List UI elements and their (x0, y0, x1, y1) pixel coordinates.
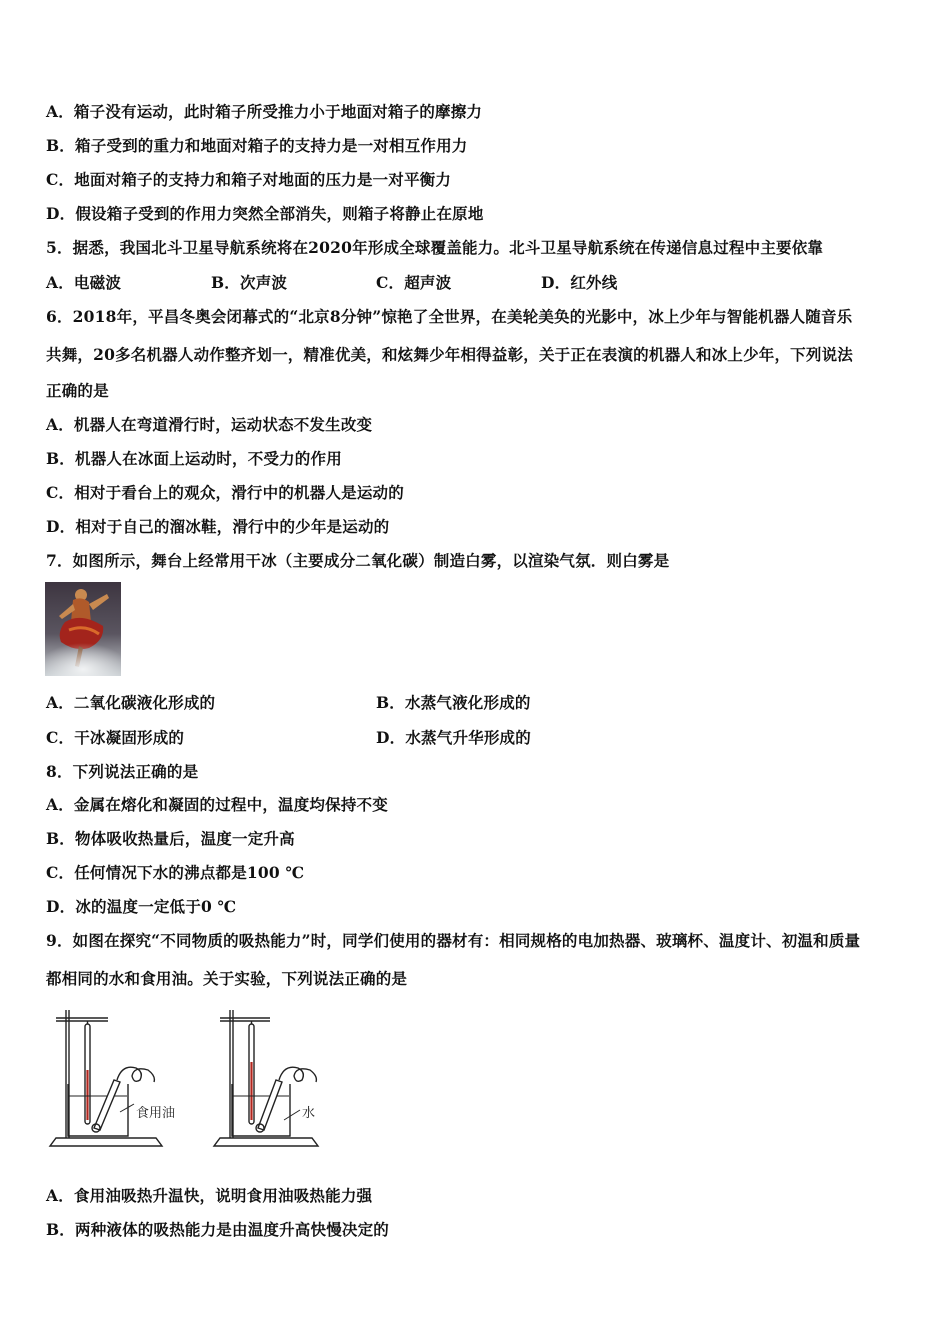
q6-option-d: D．相对于自己的溜冰鞋，滑行中的少年是运动的 (46, 517, 390, 536)
oil-heating-apparatus (44, 1000, 194, 1156)
q6-option-a: A．机器人在弯道滑行时，运动状态不发生改变 (46, 415, 373, 434)
q8-option-a: A．金属在熔化和凝固的过程中，温度均保持不变 (46, 795, 388, 814)
oil-label: 食用油 (136, 1106, 176, 1121)
q6-stem-line-2: 共舞，20多名机器人动作整齐划一，精准优美，和炫舞少年相得益彰，关于正在表演的机器人和冰上少年，下列说法 (46, 345, 853, 364)
q8-option-d: D．冰的温度一定低于0 ℃ (46, 897, 237, 916)
q9-option-b: B．两种液体的吸热能力是由温度升高快慢决定的 (46, 1220, 390, 1239)
water-heating-apparatus (208, 1000, 338, 1156)
q7-option-d: D．水蒸气升华形成的 (376, 728, 531, 747)
q4-option-d: D．假设箱子受到的作用力突然全部消失，则箱子将静止在原地 (46, 204, 484, 223)
q5-option-b: B．次声波 (211, 273, 288, 292)
q5-option-c: C．超声波 (376, 273, 452, 292)
q5-option-a: A．电磁波 (46, 273, 122, 292)
q4-option-b: B．箱子受到的重力和地面对箱子的支持力是一对相互作用力 (46, 136, 468, 155)
q6-option-b: B．机器人在冰面上运动时，不受力的作用 (46, 449, 342, 468)
water-label: 水 (302, 1106, 316, 1121)
q5-option-d: D．红外线 (541, 273, 618, 292)
q8-stem: 8．下列说法正确的是 (46, 762, 199, 781)
q6-option-c: C．相对于看台上的观众，滑行中的机器人是运动的 (46, 483, 404, 502)
q4-option-c: C．地面对箱子的支持力和箱子对地面的压力是一对平衡力 (46, 170, 452, 189)
stage-fog-photo (45, 582, 121, 676)
q7-option-c: C．干冰凝固形成的 (46, 728, 185, 747)
q9-stem-line-2: 都相同的水和食用油。关于实验，下列说法正确的是 (46, 969, 408, 988)
q5-stem: 5．据悉，我国北斗卫星导航系统将在2020年形成全球覆盖能力。北斗卫星导航系统在传递信息过程中主要依靠 (46, 238, 824, 257)
q9-stem-line-1: 9．如图在探究“不同物质的吸热能力”时，同学们使用的器材有：相同规格的电加热器、玻璃杯、温度计、初温和质量 (46, 931, 861, 950)
q6-stem-line-1: 6．2018年，平昌冬奥会闭幕式的“北京8分钟”惊艳了全世界，在美轮美奂的光影中，冰上少年与智能机器人随音乐 (46, 307, 853, 326)
q7-option-b: B．水蒸气液化形成的 (376, 693, 531, 712)
q4-option-a: A．箱子没有运动，此时箱子所受推力小于地面对箱子的摩擦力 (46, 102, 483, 121)
q7-option-a: A．二氧化碳液化形成的 (46, 693, 216, 712)
q6-stem-line-3: 正确的是 (46, 381, 109, 400)
q8-option-b: B．物体吸收热量后，温度一定升高 (46, 829, 295, 848)
q7-stem: 7．如图所示，舞台上经常用干冰（主要成分二氧化碳）制造白雾，以渲染气氛．则白雾是 (46, 551, 670, 570)
q8-option-c: C．任何情况下水的沸点都是100 ℃ (46, 863, 305, 882)
q9-option-a: A．食用油吸热升温快，说明食用油吸热能力强 (46, 1186, 373, 1205)
